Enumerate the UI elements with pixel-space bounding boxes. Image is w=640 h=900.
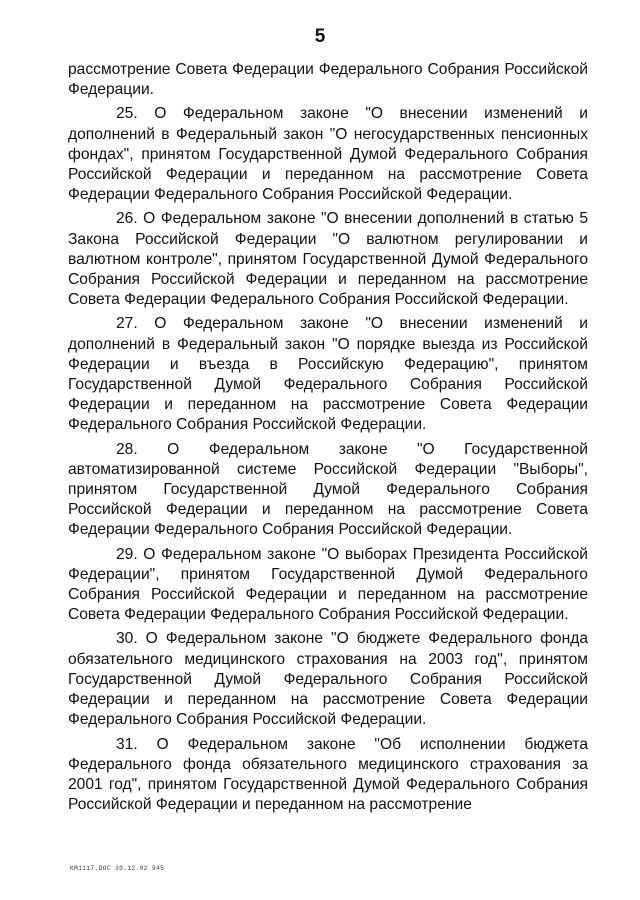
paragraph-continuation: рассмотрение Совета Федерации Федерального Собрания Российской Федерации. [68, 61, 588, 99]
paragraph-item-29: 29. О Федеральном законе "О выборах Президента Российской Федерации", принятом Государственной Думой Федерального Собрания Российской Федерации и переданном на рассмотрение Совета Федерации Федерального Собрания Российской Федерации. [68, 545, 588, 624]
paragraph-item-25: 25. О Федеральном законе "О внесении изменений и дополнений в Федеральный закон "О негосударственных пенсионных фондах", принятом Государственной Думой Федерального Собрания Российской Федерации и переданном на рассмотрение Совета Федерации Федерального Собрания Российской Федерации. [68, 105, 588, 204]
document-body [68, 60, 588, 819]
paragraph-item-31: 31. О Федеральном законе "Об исполнении бюджета Федерального фонда обязательного медицинского страхования за 2001 год", принятом Государственной Думой Федерального Собрания Российской Федерации и переданном на рассмотрение [68, 735, 588, 814]
document-footer-code: КМ1117.DOC 30.12.02 945 [70, 865, 165, 872]
paragraph-item-28: 28. О Федеральном законе "О Государственной автоматизированной системе Российской Федерации "Выборы", принятом Государственной Думой Федерального Собрания Российской Федерации и переданном на рассмотрение Совета Федерации Федерального Собрания Российской Федерации. [68, 440, 588, 539]
paragraph-item-26: 26. О Федеральном законе "О внесении дополнений в статью 5 Закона Российской Федерации "О валютном регулировании и валютном контроле", принятом Государственной Думой Федерального Собрания Российской Федерации и переданном на рассмотрение Совета Федерации Федерального Собрания Российской Федерации. [68, 210, 588, 309]
paragraph-item-27: 27. О Федеральном законе "О внесении изменений и дополнений в Федеральный закон "О порядке выезда из Российской Федерации и въезда в Российскую Федерацию", принятом Государственной Думой Федерального Собрания Российской Федерации и переданном на рассмотрение Совета Федерации Федерального Собрания Российской Федерации. [68, 315, 588, 434]
paragraph-item-30: 30. О Федеральном законе "О бюджете Федерального фонда обязательного медицинского страхования на 2003 год", принятом Государственной Думой Федерального Собрания Российской Федерации и переданном на рассмотрение Совета Федерации Федерального Собрания Российской Федерации. [68, 630, 588, 729]
page-number: 5 [314, 26, 326, 47]
